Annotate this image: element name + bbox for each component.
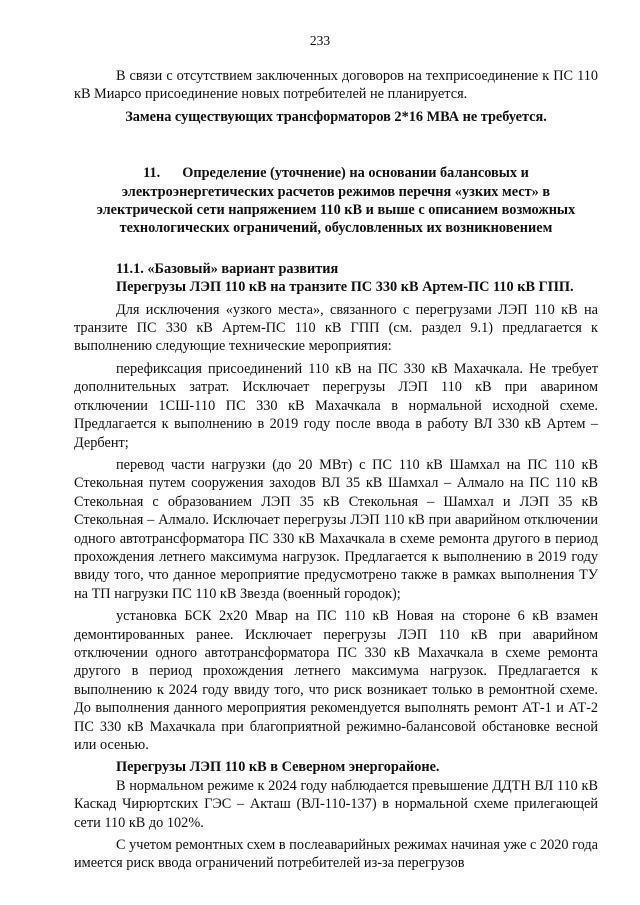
- north-paragraph-1: В нормальном режиме к 2024 году наблюдается превышение ДДТН ВЛ 110 кВ Каскад Чирюртских ГЭС – Акташ (ВЛ-110-137) в нормальной схеме прилегающей сети 110 кВ до 102%.: [74, 777, 598, 831]
- page-number: 233: [309, 33, 331, 48]
- body-paragraph-4: установка БСК 2х20 Мвар на ПС 110 кВ Новая на стороне 6 кВ взамен демонтированных ранее. Исключает перегрузы ЛЭП 110 кВ при аварийном отключении одного автотрансформатора ПС 330 кВ Махачкала в схеме ремонта другого в период прохождения летнего максимума нагрузок. Предлагается к выполнению к 2024 году ввиду того, что риск возникает только в ремонтной схеме. До выполнения данного мероприятия рекомендуется выполнять ремонт АТ-1 и АТ-2 ПС 330 кВ Махачкала при благоприятной режимно-балансовой обстановке весной или осенью.: [74, 608, 598, 753]
- north-paragraph-2: С учетом ремонтных схем в послеаварийных режимах начиная уже с 2020 года имеется риск ввода ограничений потребителей из-за перегрузов: [74, 837, 598, 872]
- body-paragraph-1: Для исключения «узкого места», связанного с перегрузами ЛЭП 110 кВ на транзите ПС 330 кВ Артем-ПС 110 кВ ГПП (см. раздел 9.1) предлагается к выполнению следующие технические мероприятия:: [74, 301, 598, 355]
- intro-bold-statement: Замена существующих трансформаторов 2*16 МВА не требуется.: [125, 108, 547, 125]
- subsection-heading-2: Перегрузы ЛЭП 110 кВ на транзите ПС 330 кВ Артем-ПС 110 кВ ГПП.: [116, 279, 574, 296]
- intro-paragraph: В связи с отсутствием заключенных договоров на техприсоединение к ПС 110 кВ Миарсо присоединение новых потребителей не планируется.: [74, 68, 598, 103]
- body-paragraph-3: перевод части нагрузки (до 20 МВт) с ПС 110 кВ Шамхал на ПС 110 кВ Стекольная путем сооружения заходов ВЛ 35 кВ Шамхал – Алмало на ПС 110 кВ Стекольная с образованием ЛЭП 35 кВ Стекольная – Шамхал и ЛЭП 35 кВ Стекольная – Алмало. Исключает перегрузы ЛЭП 110 кВ при аварийном отключении одного автотрансформатора ПС 330 кВ Махачкала в схеме ремонта другого в период прохождения летнего максимума нагрузок. Предлагается к выполнению в 2019 году ввиду того, что данное мероприятие предусмотрено также в рамках выполнения ТУ на ТП нагрузки ПС 110 кВ Звезда (военный городок);: [74, 456, 598, 602]
- body-paragraph-2: перефиксация присоединений 110 кВ на ПС 330 кВ Махачкала. Не требует дополнительных затрат. Исключает перегрузы ЛЭП 110 кВ при аварином отключении 1СШ-110 ПС 330 кВ Махачкала в нормальной исходной схеме. Предлагается к выполнению в 2019 году после ввода в работу ВЛ 330 кВ Артем – Дербент;: [74, 360, 598, 451]
- subsection-heading: 11.1. «Базовый» вариант развития: [116, 260, 339, 277]
- section-heading: [74, 164, 598, 238]
- section-number: 11.: [143, 165, 161, 182]
- section-title: Определение (уточнение) на основании балансовых и электроэнергетических расчетов режимов перечня «узких мест» в электрической сети напряжением 110 кВ и выше с описанием возможных технологических ограничений, обусловленных их возникновением: [96, 165, 576, 237]
- north-heading: Перегрузы ЛЭП 110 кВ в Северном энергорайоне.: [116, 759, 440, 776]
- page-content: [74, 67, 598, 873]
